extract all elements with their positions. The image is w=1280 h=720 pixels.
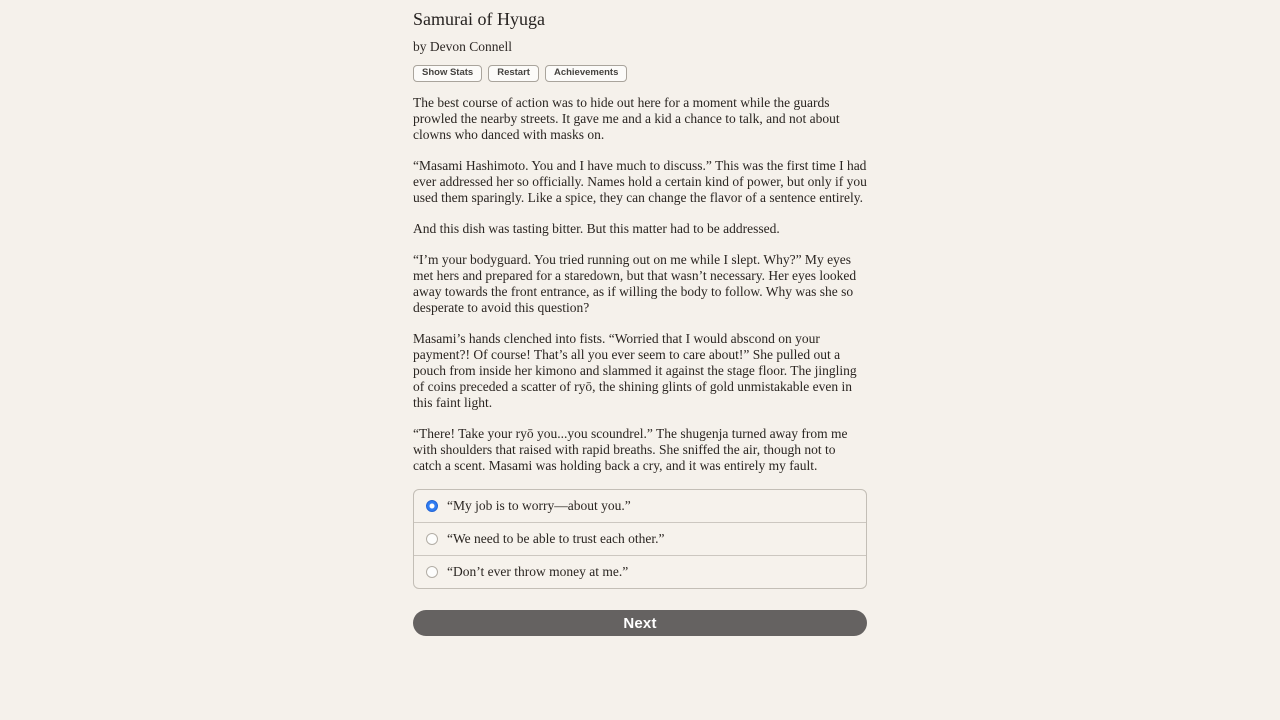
story-paragraph: “There! Take your ryō you...you scoundrel.” The shugenja turned away from me with shoulders that raised with rapid breaths. She sniffed the air, though not to catch a scent. Masami was holding back a cry, and it was entirely my fault. xyxy=(413,426,848,473)
next-button[interactable]: Next xyxy=(413,610,867,636)
story-text xyxy=(413,95,867,474)
choice-radio[interactable] xyxy=(426,533,438,545)
story-paragraph: The best course of action was to hide out here for a moment while the guards prowled the nearby streets. It gave me and a kid a chance to talk, and not about clowns who danced with masks on. xyxy=(413,95,840,142)
choice-option-label: “My job is to worry—about you.” xyxy=(447,498,631,513)
choice-option-label: “We need to be able to trust each other.” xyxy=(447,531,665,546)
achievements-button[interactable]: Achievements xyxy=(545,65,627,82)
story-paragraph: And this dish was tasting bitter. But this matter had to be addressed. xyxy=(413,221,780,236)
restart-button[interactable]: Restart xyxy=(488,65,539,82)
game-title: Samurai of Hyuga xyxy=(413,9,545,29)
choice-list xyxy=(413,489,867,589)
story-paragraph: Masami’s hands clenched into fists. “Worried that I would abscond on your payment?! Of course! That’s all you ever seem to care about!” She pulled out a pouch from inside her kimono and slammed it against the stage floor. The jingling of coins preceded a scatter of ryō, the shining glints of gold unmistakable even in this faint light. xyxy=(413,331,857,410)
choice-option[interactable] xyxy=(414,522,866,555)
choice-radio[interactable] xyxy=(426,566,438,578)
story-page xyxy=(413,0,867,636)
toolbar xyxy=(413,65,867,82)
choice-option-label: “Don’t ever throw money at me.” xyxy=(447,564,629,579)
choice-radio[interactable] xyxy=(426,500,438,512)
choice-option[interactable] xyxy=(414,490,866,522)
choice-option[interactable] xyxy=(414,555,866,588)
game-author: by Devon Connell xyxy=(413,39,512,54)
show-stats-button[interactable]: Show Stats xyxy=(413,65,482,82)
story-paragraph: “I’m your bodyguard. You tried running out on me while I slept. Why?” My eyes met hers and prepared for a staredown, but that wasn’t necessary. Her eyes looked away towards the front entrance, as if willing the body to follow. Why was she so desperate to avoid this question? xyxy=(413,252,857,315)
story-paragraph: “Masami Hashimoto. You and I have much to discuss.” This was the first time I had ever addressed her so officially. Names hold a certain kind of power, but only if you used them sparingly. Like a spice, they can change the flavor of a sentence entirely. xyxy=(413,158,867,205)
